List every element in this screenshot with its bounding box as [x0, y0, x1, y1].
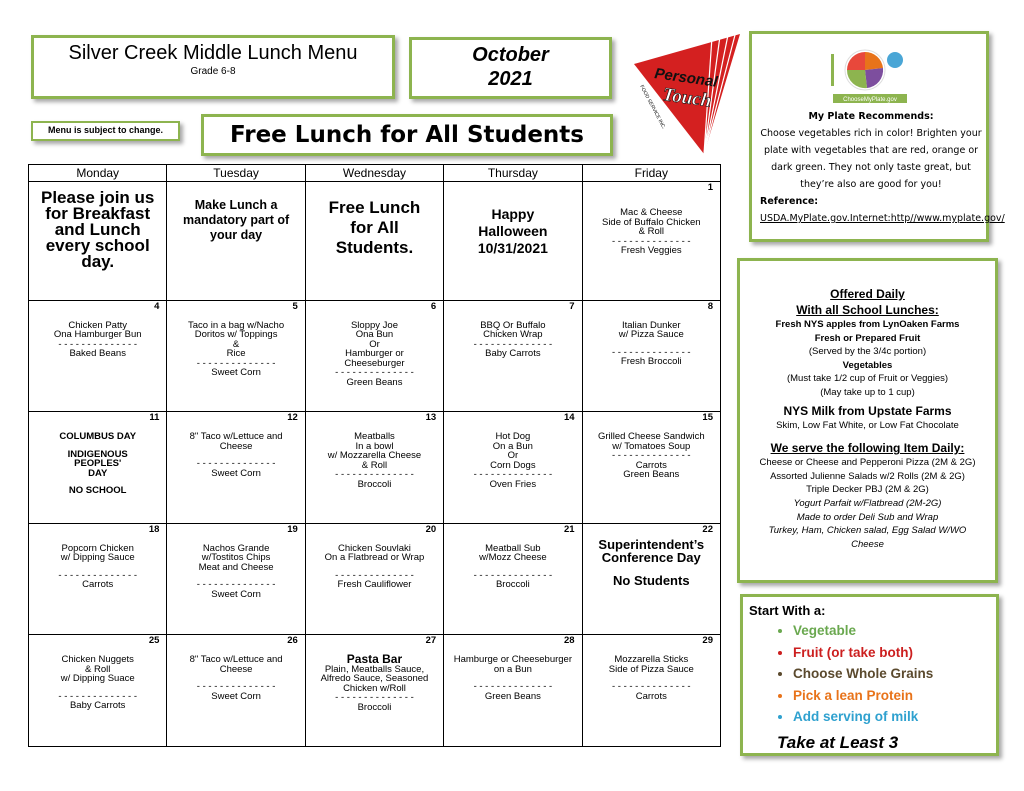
- free-lunch-message-line: for All: [350, 218, 399, 237]
- menu-line: Oven Fries: [489, 478, 537, 490]
- week-row-4: [29, 523, 721, 635]
- menu-divider: - - - - - - - - - - - - - -: [58, 690, 137, 702]
- menu-divider: - - - - - - - - - - - - - -: [196, 357, 276, 369]
- day-number: 29: [702, 635, 713, 647]
- day-menu: [167, 544, 304, 600]
- menu-line: Popcorn Chicken: [61, 542, 134, 554]
- day-menu: [167, 655, 304, 701]
- menu-line: Baby Carrots: [485, 348, 541, 360]
- menu-divider: - - - - - - - - - - - - - -: [611, 235, 691, 247]
- menu-line: Broccoli: [495, 579, 530, 591]
- menu-title: Pasta Bar: [346, 652, 403, 667]
- menu-line: Green Beans: [623, 469, 680, 481]
- menu-divider: - - - - - - - - - - - - - -: [473, 469, 553, 481]
- menu-line: Green Beans: [484, 690, 541, 702]
- menu-line: Plain, Meatballs Sauce,: [324, 663, 425, 675]
- day-menu: [306, 321, 443, 388]
- menu-line: Or: [369, 338, 380, 350]
- day-menu: [444, 655, 581, 701]
- menu-line: Cheese: [219, 440, 253, 452]
- month-box: [409, 37, 612, 99]
- day-cell-15: [582, 412, 720, 524]
- start-item-grains: • Choose Whole Grains: [793, 663, 933, 685]
- start-item-fruit: • Fruit (or take both): [793, 642, 933, 664]
- offered-daily-box: [737, 258, 998, 583]
- menu-line: Ona Hamburger Bun: [53, 329, 142, 341]
- menu-line: Meat and Cheese: [198, 561, 274, 573]
- menu-line: Sweet Corn: [211, 588, 261, 600]
- menu-line: Italian Dunker: [621, 319, 681, 331]
- menu-line: Meatball Sub: [485, 542, 541, 554]
- day-number: 12: [287, 412, 298, 424]
- day-cell-7: [444, 300, 582, 412]
- week-row-3: [29, 412, 721, 524]
- day-number: 21: [563, 523, 575, 535]
- day-cell-21: [444, 523, 582, 635]
- menu-line: Sweet Corn: [211, 467, 261, 479]
- menu-title-box: [31, 35, 395, 99]
- day-menu: [583, 208, 720, 256]
- free-lunch-banner: Free Lunch for All Students: [201, 114, 613, 156]
- menu-line: COLUMBUS DAY: [59, 431, 137, 443]
- day-cell-20: [305, 523, 443, 635]
- reference-label: Reference:: [760, 196, 819, 207]
- breakfast-message-line: every school: [45, 236, 150, 255]
- menu-line: w/Tostitos Chips: [201, 552, 271, 564]
- day-number: 25: [148, 635, 160, 647]
- day-header-monday: Monday: [29, 165, 167, 182]
- offered-vegetables: Vegetables: [842, 359, 893, 371]
- menu-line: Fresh Cauliflower: [337, 579, 412, 591]
- menu-line: 8" Taco w/Lettuce and: [189, 431, 283, 443]
- offered-subtitle: With all School Lunches:: [796, 303, 939, 317]
- day-header-wednesday: Wednesday: [305, 165, 443, 182]
- day-cell-22: [582, 523, 720, 635]
- menu-line: & Roll: [638, 226, 664, 237]
- day-cell-27: [305, 635, 443, 747]
- week1-wednesday-cell: [305, 182, 443, 301]
- day-header-friday: Friday: [582, 165, 720, 182]
- menu-divider: - - - - - - - - - - - - - -: [611, 450, 691, 462]
- menu-line: Corn Dogs: [490, 459, 536, 471]
- breakfast-message-line: Please join us: [41, 188, 155, 207]
- menu-line: Broccoli: [357, 701, 392, 713]
- menu-line: 8" Taco w/Lettuce and: [189, 654, 283, 666]
- day-menu: [583, 432, 720, 480]
- menu-line: w/ Tomatoes Soup: [612, 440, 691, 452]
- menu-line: In a bowl: [355, 440, 394, 452]
- menu-divider: - - - - - - - - - - - - - -: [196, 458, 276, 470]
- halloween-message-line: Halloween: [478, 223, 548, 239]
- day-number: 14: [563, 412, 575, 424]
- menu-line: Mozzarella Sticks: [614, 654, 689, 666]
- menu-line: w/Mozz Cheese: [479, 552, 547, 564]
- menu-line: Sweet Corn: [211, 367, 261, 379]
- start-item-milk: • Add serving of milk: [793, 706, 933, 728]
- conference-title-line: Conference Day: [601, 549, 701, 565]
- personal-touch-logo: [632, 34, 742, 156]
- menu-divider: - - - - - - - - - - - - - -: [473, 338, 553, 350]
- myplate-caption: ChooseMyPlate.gov: [843, 97, 897, 103]
- myplate-box: [749, 31, 1005, 242]
- week1-monday-cell: [29, 182, 167, 301]
- breakfast-message-line: for Breakfast: [45, 204, 151, 223]
- serve-daily-title: We serve the following Item Daily:: [770, 441, 965, 456]
- start-with-box: [740, 594, 999, 756]
- serve-item-deli: Made to order Deli Sub and Wrap: [796, 511, 939, 523]
- menu-line: & Roll: [361, 459, 388, 471]
- day-number: 28: [563, 635, 575, 647]
- day-menu: [167, 321, 304, 378]
- day-menu: [444, 321, 581, 359]
- logo-word-personal: Personal: [653, 65, 719, 91]
- menu-line: Baked Beans: [69, 348, 126, 360]
- menu-line: Chicken w/Roll: [343, 682, 406, 694]
- menu-line: Side of Pizza Sauce: [608, 663, 694, 675]
- day-cell-18: [29, 523, 167, 635]
- milk-types: Skim, Low Fat White, or Low Fat Chocolate: [776, 419, 959, 431]
- myplate-body: Choose vegetables rich in color! Brighten your plate with vegetables that are red, orange or dark green. They not only taste great, but they’re also are good for you!: [760, 128, 982, 190]
- day-menu: [306, 432, 443, 489]
- start-heading: Start With a:: [749, 603, 826, 618]
- menu-divider: - - - - - - - - - - - - - -: [473, 681, 553, 693]
- menu-line: &: [232, 338, 240, 350]
- menu-divider: - - - - - - - - - - - - - -: [196, 681, 276, 693]
- menu-line: Hot Dog: [495, 431, 531, 443]
- serve-item-deli-cheese: Cheese: [851, 538, 884, 550]
- menu-line: On a Flatbread or Wrap: [324, 552, 425, 564]
- week1-thursday-cell: [444, 182, 582, 301]
- menu-divider: - - - - - - - - - - - - - -: [473, 569, 553, 581]
- menu-line: PEOPLES': [74, 458, 122, 470]
- day-cell-28: [444, 635, 582, 747]
- month-label: October: [472, 44, 549, 66]
- mandatory-message-line: your day: [210, 228, 263, 242]
- day-number: 18: [148, 523, 160, 535]
- menu-line: Green Beans: [346, 376, 403, 388]
- menu-line: w/ Dipping Suace: [60, 673, 135, 685]
- menu-line: Fresh Broccoli: [620, 356, 682, 368]
- day-cell-25: [29, 635, 167, 747]
- week-row-2: [29, 300, 721, 412]
- day-menu: [167, 432, 304, 478]
- menu-line: Chicken Souvlaki: [338, 542, 411, 554]
- offered-veg-rule: (Must take 1/2 cup of Fruit or Veggies): [786, 373, 949, 385]
- day-menu: [583, 538, 720, 587]
- day-number: 27: [425, 635, 437, 647]
- menu-line: on a Bun: [493, 663, 532, 675]
- day-number: 26: [287, 635, 298, 647]
- menu-change-notice: Menu is subject to change.: [31, 121, 180, 141]
- serve-item-pbj: Triple Decker PBJ (2M & 2G): [806, 484, 929, 496]
- free-lunch-message-line: Students.: [335, 238, 414, 257]
- menu-line: Carrots: [635, 459, 667, 471]
- day-cell-6: [305, 300, 443, 412]
- menu-line: NO SCHOOL: [68, 485, 127, 497]
- logo-arc-text: FOOD SERVICE INC.: [638, 84, 667, 131]
- start-list: [775, 620, 933, 728]
- menu-line: Mac & Cheese: [620, 207, 683, 218]
- breakfast-message-line: day.: [81, 252, 115, 271]
- menu-line: Meatballs: [354, 431, 395, 443]
- day-cell-5: [167, 300, 305, 412]
- day-header-tuesday: Tuesday: [167, 165, 305, 182]
- logo-word-touch: Touch: [661, 84, 713, 112]
- halloween-message-line: 10/31/2021: [477, 240, 548, 256]
- day-number: 7: [569, 300, 575, 312]
- day-menu: [444, 432, 581, 489]
- day-number: 4: [154, 300, 160, 312]
- menu-line: & Roll: [85, 663, 111, 675]
- day-number: 15: [702, 412, 713, 424]
- week1-tuesday-cell: [167, 182, 305, 301]
- serve-item-pizza: Cheese or Cheese and Pepperoni Pizza (2M & 2G): [759, 457, 976, 469]
- menu-divider: - - - - - - - - - - - - - -: [58, 338, 137, 350]
- menu-line: Chicken Wrap: [483, 329, 543, 341]
- menu-line: Carrots: [82, 579, 114, 591]
- menu-line: BBQ Or Buffalo: [480, 319, 546, 331]
- start-item-protein: • Pick a lean Protein: [793, 685, 933, 707]
- mandatory-message-line: mandatory part of: [182, 213, 290, 227]
- school-title: Silver Creek Middle Lunch Menu: [68, 42, 358, 64]
- menu-line: Cheeseburger: [344, 357, 405, 369]
- menu-line: Chicken Patty: [68, 319, 127, 331]
- day-menu: [29, 432, 166, 496]
- menu-line: w/ Mozzarella Cheese: [327, 450, 422, 462]
- menu-line: Alfredo Sauce, Seasoned: [320, 673, 429, 685]
- myplate-icon: [825, 40, 915, 106]
- day-number: 1: [707, 182, 713, 193]
- day-menu: [306, 652, 443, 713]
- day-header-thursday: Thursday: [444, 165, 582, 182]
- day-number: 13: [425, 412, 437, 424]
- menu-line: Doritos w/ Toppings: [194, 329, 278, 341]
- day-number: 6: [430, 300, 437, 312]
- menu-divider: - - - - - - - - - - - - - -: [335, 469, 414, 481]
- menu-line: Sloppy Joe: [350, 319, 398, 331]
- day-number: 19: [287, 523, 298, 535]
- start-footer: Take at Least 3: [777, 733, 899, 752]
- menu-divider: - - - - - - - - - - - - - -: [611, 681, 691, 693]
- day-cell-8: [582, 300, 720, 412]
- day-menu: [583, 655, 720, 701]
- reference-link[interactable]: USDA.MyPlate.gov.Internet:http//www.myplate.gov/: [760, 213, 1005, 224]
- breakfast-message-line: and Lunch: [54, 220, 141, 239]
- menu-line: Ona Bun: [355, 329, 394, 341]
- conference-title-line: Superintendent’s: [598, 536, 705, 552]
- grade-label: Grade 6-8: [190, 66, 236, 77]
- milk-title: NYS Milk from Upstate Farms: [783, 403, 952, 418]
- day-cell-13: [305, 412, 443, 524]
- menu-line: Taco in a bag w/Nacho: [188, 319, 285, 331]
- menu-line: On a Bun: [492, 440, 533, 452]
- day-menu: [583, 321, 720, 367]
- day-menu: [444, 544, 581, 590]
- start-item-vegetable: • Vegetable: [793, 620, 933, 642]
- menu-line: Or: [507, 450, 519, 462]
- menu-line: Baby Carrots: [69, 700, 126, 712]
- offered-fruit: Fresh or Prepared Fruit: [814, 332, 921, 344]
- day-menu: [29, 544, 166, 590]
- menu-line: w/ Dipping Sauce: [60, 552, 135, 564]
- day-cell-29: [582, 635, 720, 747]
- menu-line: Fresh Veggies: [620, 245, 682, 256]
- day-number: 20: [425, 523, 437, 535]
- day-number: 8: [707, 300, 713, 312]
- menu-line: Cheese: [219, 663, 253, 675]
- week-row-5: [29, 635, 721, 747]
- day-menu: [29, 655, 166, 711]
- offered-fruit-portion: (Served by the 3/4c portion): [808, 346, 927, 358]
- lunch-calendar: [28, 164, 721, 747]
- serve-item-deli-options: Turkey, Ham, Chicken salad, Egg Salad W/WO: [768, 525, 967, 537]
- mandatory-message-line: Make Lunch a: [194, 198, 278, 212]
- day-number: 22: [702, 523, 713, 535]
- offered-apples: Fresh NYS apples from LynOaken Farms: [775, 319, 960, 330]
- menu-line: INDIGENOUS: [67, 448, 128, 460]
- menu-divider: - - - - - - - - - - - - - -: [196, 579, 276, 591]
- day-cell-14: [444, 412, 582, 524]
- menu-line: Carrots: [635, 690, 667, 702]
- serve-item-salads: Assorted Julienne Salads w/2 Rolls (2M & 2G): [770, 470, 965, 482]
- myplate-heading: My Plate Recommends:: [808, 111, 934, 122]
- serve-item-parfait: Yogurt Parfait w/Flatbread (2M-2G): [793, 497, 942, 509]
- menu-line: Broccoli: [357, 478, 392, 490]
- menu-line: w/ Pizza Sauce: [618, 329, 684, 341]
- menu-line: Hamburger or: [345, 348, 404, 360]
- day-cell-26: [167, 635, 305, 747]
- free-lunch-message-line: Free Lunch: [328, 198, 421, 217]
- menu-line: DAY: [88, 467, 108, 479]
- menu-line: Rice: [226, 348, 246, 360]
- day-menu: [306, 544, 443, 590]
- menu-line: Nachos Grande: [202, 542, 270, 554]
- day-number: 11: [149, 412, 160, 424]
- day-cell-4: [29, 300, 167, 412]
- day-menu: [29, 321, 166, 359]
- menu-line: Chicken Nuggets: [61, 654, 134, 666]
- menu-divider: - - - - - - - - - - - - - -: [335, 569, 414, 581]
- day-cell-12: [167, 412, 305, 524]
- halloween-message-line: Happy: [491, 206, 535, 222]
- offered-title: Offered Daily: [830, 287, 905, 301]
- menu-line: Hamburge or Cheeseburger: [453, 654, 573, 666]
- year-label: 2021: [488, 68, 533, 90]
- menu-divider: - - - - - - - - - - - - - -: [335, 367, 414, 379]
- menu-divider: - - - - - - - - - - - - - -: [335, 692, 414, 704]
- day-cell-19: [167, 523, 305, 635]
- day-number: 5: [292, 300, 298, 312]
- offered-veg-max: (May take up to 1 cup): [820, 386, 915, 398]
- menu-line: Sweet Corn: [211, 690, 261, 702]
- menu-line: Grilled Cheese Sandwich: [597, 431, 705, 443]
- menu-divider: - - - - - - - - - - - - - -: [58, 569, 137, 581]
- day-cell-1: [582, 182, 720, 301]
- no-students-label: No Students: [613, 572, 690, 588]
- menu-line: Side of Buffalo Chicken: [601, 216, 701, 228]
- menu-divider: - - - - - - - - - - - - - -: [611, 346, 691, 358]
- day-cell-11: [29, 412, 167, 524]
